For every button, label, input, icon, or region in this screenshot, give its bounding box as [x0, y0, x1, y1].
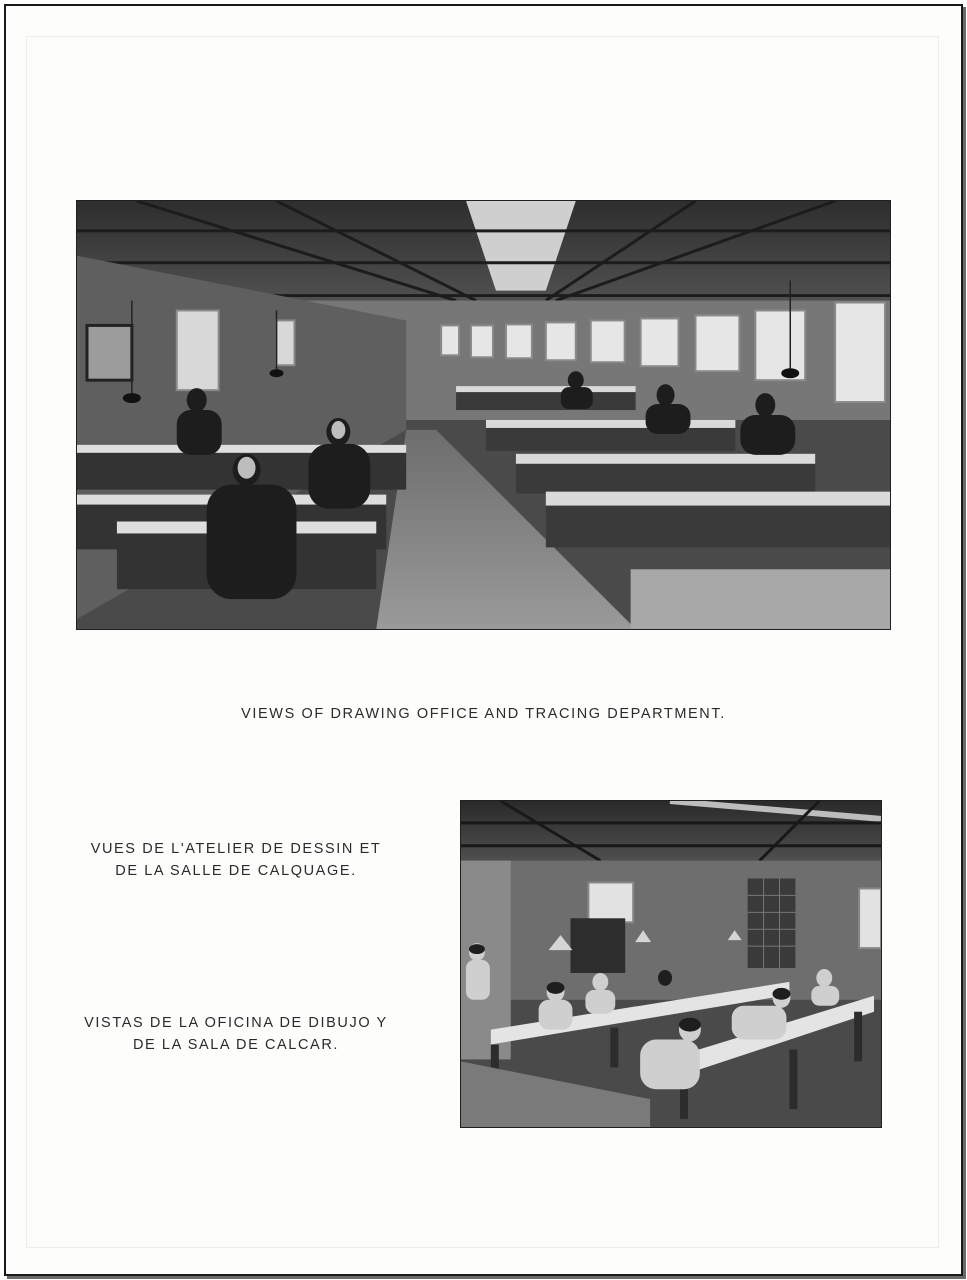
french-caption-line-1: VUES DE L'ATELIER DE DESSIN ET — [90, 841, 382, 857]
english-caption: VIEWS OF DRAWING OFFICE AND TRACING DEPARTMENT. — [241, 706, 726, 722]
drawing-office-photo — [76, 200, 891, 630]
catalogue-page — [4, 4, 963, 1276]
drawing-office-photo-image — [77, 201, 890, 629]
french-caption-line-2: DE LA SALLE DE CALQUAGE. — [115, 863, 357, 879]
tracing-department-photo-image — [461, 801, 881, 1127]
french-caption — [46, 838, 426, 882]
spanish-caption-line-2: DE LA SALA DE CALCAR. — [132, 1037, 340, 1053]
spanish-caption — [46, 1012, 426, 1056]
tracing-department-photo — [460, 800, 882, 1128]
spanish-caption-line-1: VISTAS DE LA OFICINA DE DIBUJO Y — [84, 1015, 388, 1031]
